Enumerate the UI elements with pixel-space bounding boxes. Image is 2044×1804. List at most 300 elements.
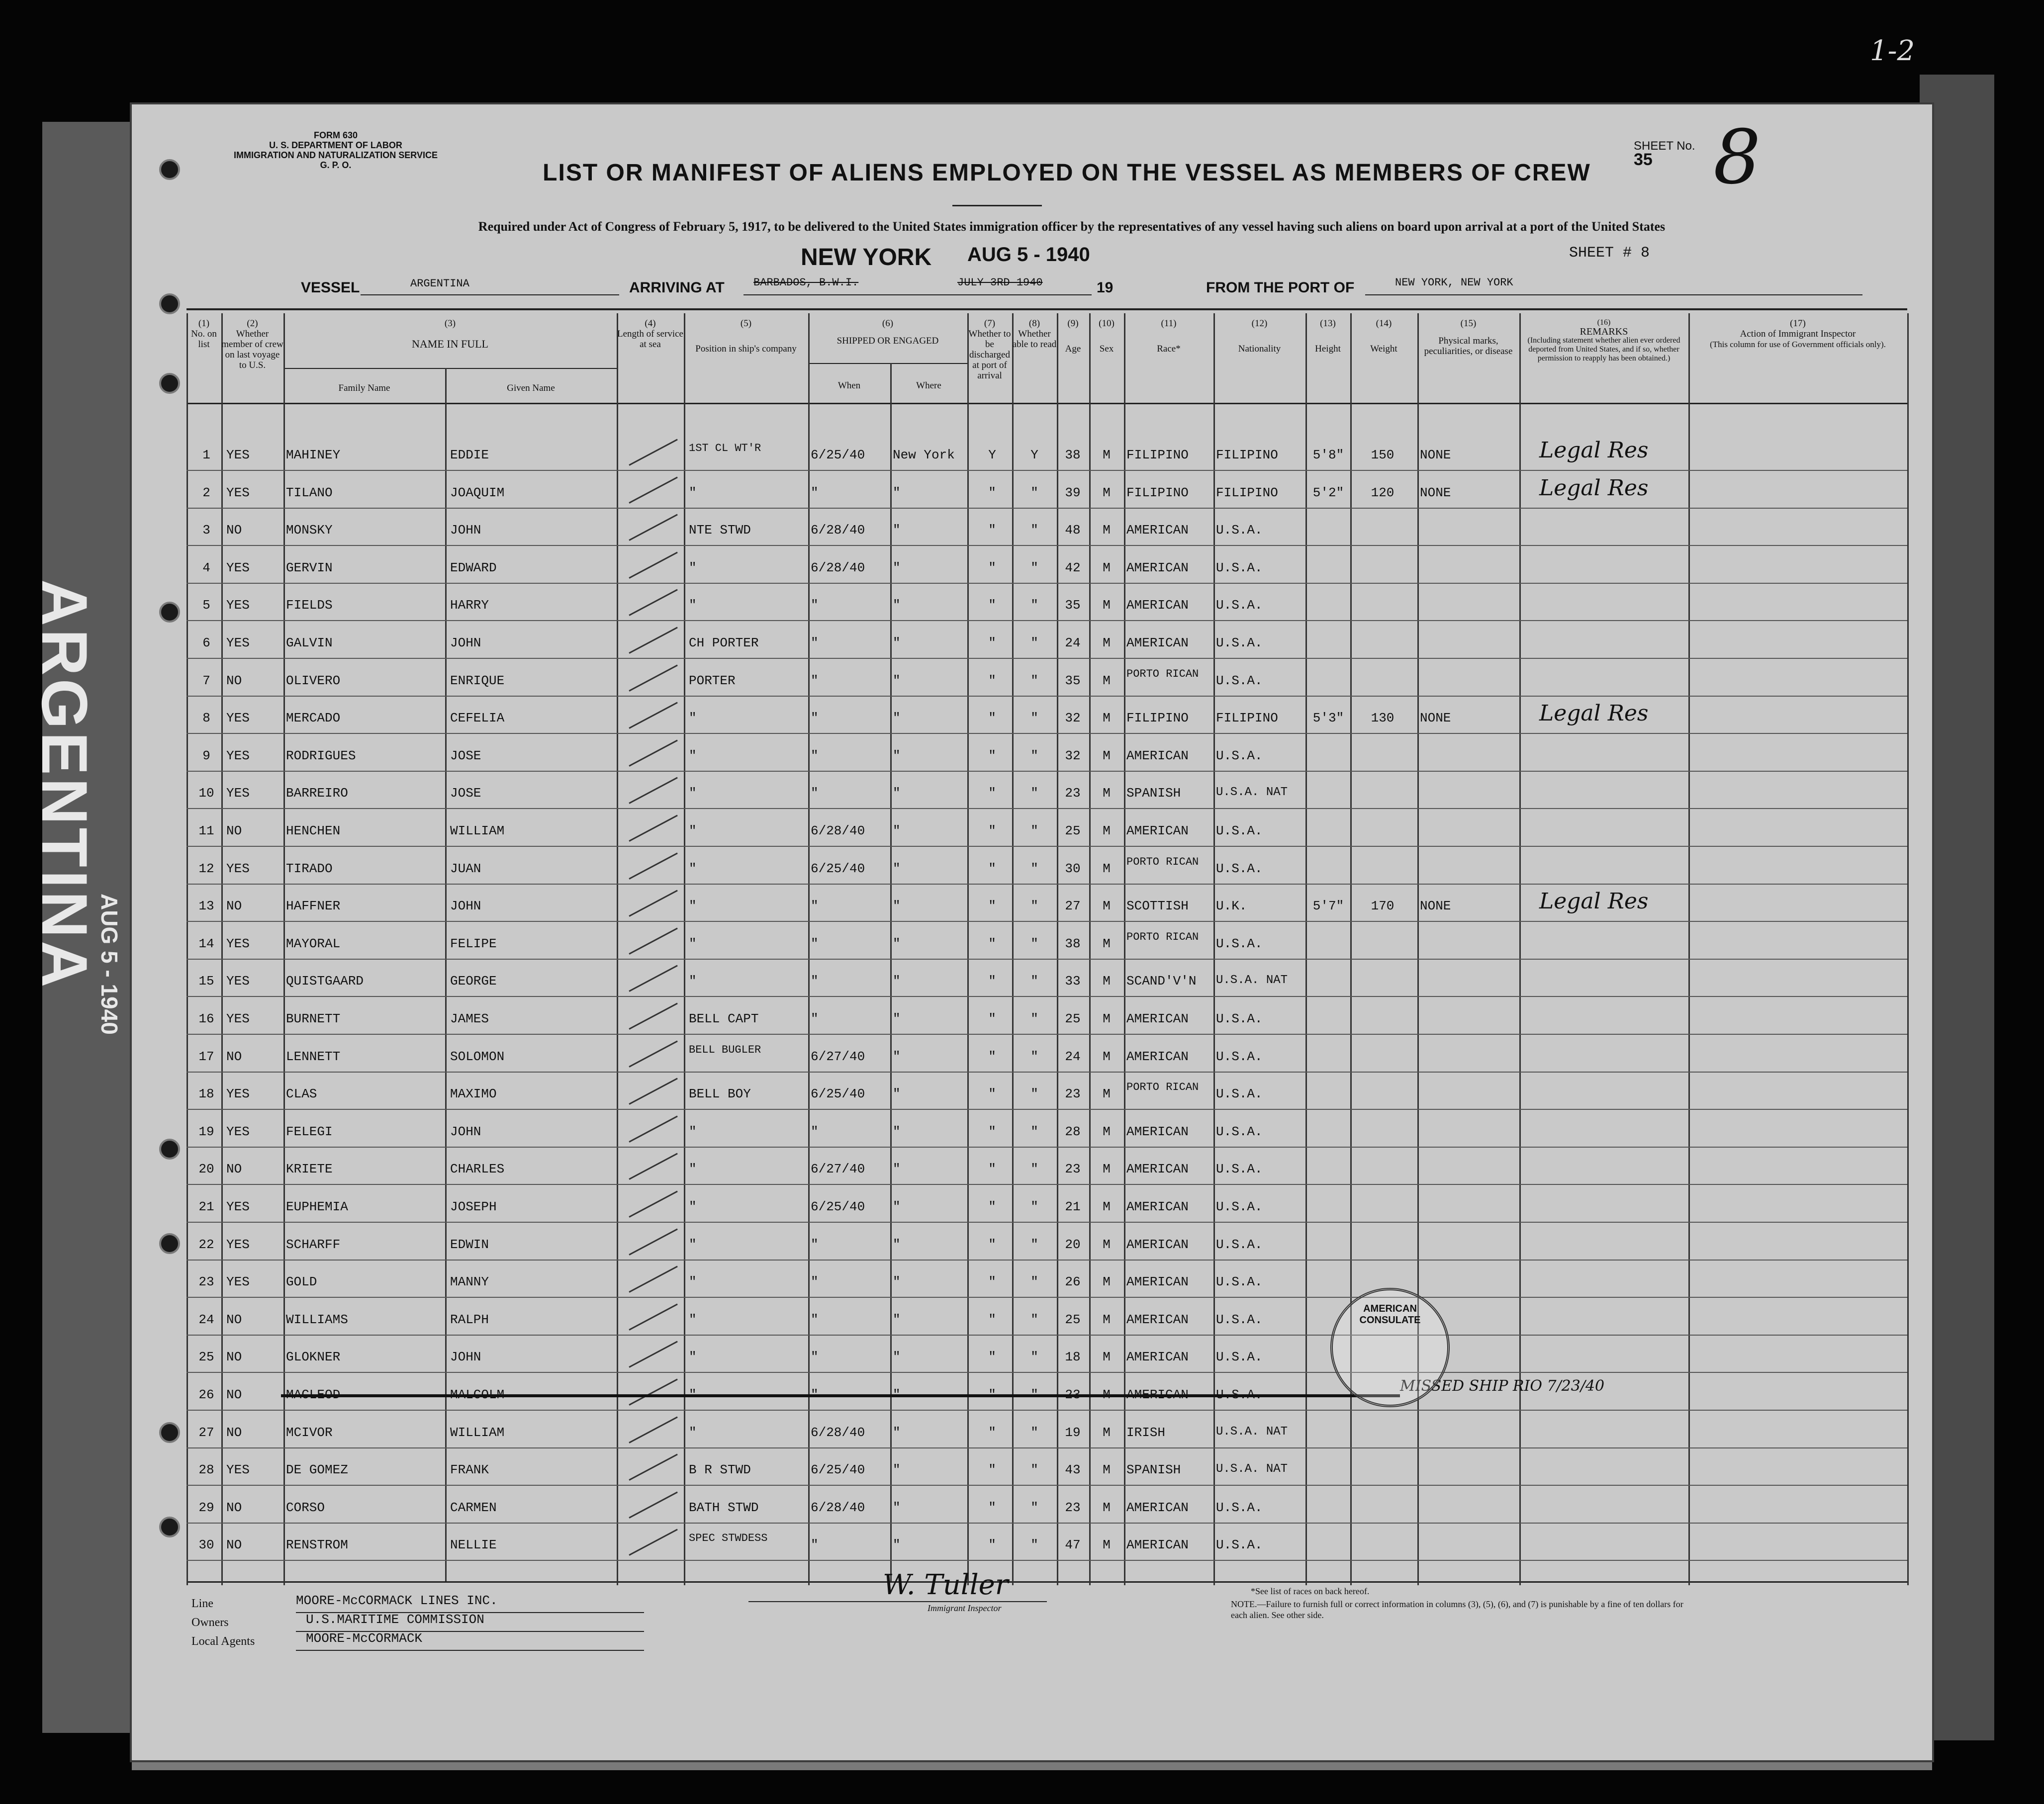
able-to-read: " (1030, 1199, 1038, 1214)
position: BATH STWD (689, 1500, 759, 1515)
able-to-read: " (1030, 598, 1038, 613)
row-number: 14 (198, 936, 214, 951)
able-to-read: " (1030, 635, 1038, 650)
row-rule (186, 959, 1907, 960)
col-header-given-name: Given Name (507, 383, 555, 393)
row-rule (186, 620, 1907, 621)
service-checkmark (629, 1078, 678, 1105)
given-name: ENRIQUE (450, 673, 505, 688)
row-rule (186, 1410, 1907, 1411)
service-checkmark (629, 1416, 678, 1443)
discharge: " (988, 523, 996, 538)
row-rule (186, 1034, 1907, 1035)
family-name: TIRADO (286, 861, 333, 876)
shipped-when: " (811, 1124, 819, 1139)
age: 23 (1065, 1162, 1081, 1177)
service-checkmark (629, 439, 678, 466)
crew-last-voyage: YES (226, 748, 250, 763)
race: FILIPINO (1126, 711, 1189, 726)
shipped-when: " (811, 1274, 819, 1290)
given-name: WILLIAM (450, 823, 505, 838)
discharge: " (988, 1350, 996, 1365)
arriving-rule (743, 294, 1092, 295)
consulate-seal (1330, 1288, 1450, 1407)
col-header-read: (8) Whether able to read (1012, 318, 1057, 350)
nationality: FILIPINO (1216, 711, 1278, 726)
row-rule (186, 470, 1907, 471)
service-checkmark (629, 777, 678, 804)
family-name: TILANO (286, 485, 333, 500)
col-header-name: (3) NAME IN FULL (412, 318, 488, 350)
from-port: NEW YORK, NEW YORK (1395, 276, 1513, 289)
service-checkmark (629, 815, 678, 842)
discharge: " (988, 485, 996, 500)
able-to-read: " (1030, 899, 1038, 914)
age: 48 (1065, 523, 1081, 538)
footer-owners-value: U.S.MARITIME COMMISSION (306, 1612, 484, 1627)
able-to-read: " (1030, 1425, 1038, 1440)
nationality: U.S.A. (1216, 823, 1263, 838)
col-header-position: (5) Position in ship's company (695, 318, 797, 354)
row-number: 21 (198, 1199, 214, 1214)
shipped-where: " (893, 1500, 901, 1515)
crew-last-voyage: YES (226, 1237, 250, 1252)
remarks: Legal Res (1539, 438, 1649, 463)
age: 23 (1065, 1500, 1081, 1515)
footer-agents-value: MOORE-McCORMACK (306, 1631, 423, 1646)
service-checkmark (629, 1491, 678, 1518)
punch-hole (159, 1233, 180, 1254)
able-to-read: " (1030, 1462, 1038, 1478)
crew-last-voyage: NO (226, 1162, 242, 1177)
row-rule (186, 996, 1907, 997)
position: " (689, 1124, 697, 1139)
from-label: FROM THE PORT OF (1206, 279, 1355, 296)
position: " (689, 1425, 697, 1440)
discharge: " (988, 936, 996, 951)
given-name: CEFELIA (450, 711, 505, 726)
family-name: FIELDS (286, 598, 333, 613)
row-number: 11 (198, 823, 214, 838)
age: 28 (1065, 1124, 1081, 1139)
shipped-where: " (893, 1237, 901, 1252)
row-number: 30 (198, 1537, 214, 1553)
family-name: RODRIGUES (286, 748, 356, 763)
row-number: 26 (198, 1387, 214, 1402)
race: AMERICAN (1126, 1500, 1189, 1515)
nationality: U.S.A. (1216, 1049, 1263, 1064)
able-to-read: " (1030, 673, 1038, 688)
race: AMERICAN (1126, 1162, 1189, 1177)
vessel-value: ARGENTINA (410, 277, 469, 290)
nationality: U.S.A. (1216, 1350, 1263, 1365)
race: PORTO RICAN (1126, 930, 1199, 943)
crew-last-voyage: NO (226, 899, 242, 914)
service-checkmark (629, 476, 678, 503)
service-checkmark (629, 890, 678, 917)
position: " (689, 485, 697, 500)
row-rule (186, 1072, 1907, 1073)
given-name: JOHN (450, 1124, 481, 1139)
shipped-when: " (811, 1350, 819, 1365)
crew-last-voyage: YES (226, 711, 250, 726)
row-rule (186, 921, 1907, 922)
age: 25 (1065, 1312, 1081, 1327)
row-number: 22 (198, 1237, 214, 1252)
position: " (689, 1312, 697, 1327)
family-name: CLAS (286, 1086, 317, 1102)
shipped-where: " (893, 823, 901, 838)
shipped-where: " (893, 673, 901, 688)
sex: M (1103, 1011, 1111, 1026)
age: 33 (1065, 974, 1081, 989)
row-number: 4 (202, 560, 210, 575)
crew-last-voyage: YES (226, 485, 250, 500)
nationality: U.S.A. (1216, 1237, 1263, 1252)
punch-hole (159, 293, 180, 314)
age: 43 (1065, 1462, 1081, 1478)
discharge: " (988, 861, 996, 876)
age: 26 (1065, 1274, 1081, 1290)
crew-last-voyage: NO (226, 1387, 242, 1402)
crew-last-voyage: NO (226, 1312, 242, 1327)
nationality: U.S.A. (1216, 523, 1263, 538)
given-name: JOHN (450, 523, 481, 538)
row-number: 7 (202, 673, 210, 688)
shipped-when: " (811, 711, 819, 726)
discharge: " (988, 899, 996, 914)
position: " (689, 598, 697, 613)
column-rule (445, 368, 447, 1581)
port-stamp: NEW YORK (801, 244, 932, 271)
punch-hole (159, 1517, 180, 1537)
nationality: U.S.A. (1216, 598, 1263, 613)
nationality: U.S.A. NAT (1216, 1462, 1288, 1476)
sex: M (1103, 711, 1111, 726)
table-bottom-rule (186, 1581, 1907, 1583)
row-number: 25 (198, 1350, 214, 1365)
weight: 130 (1371, 711, 1394, 726)
family-name: BARREIRO (286, 786, 348, 801)
sex: M (1103, 1274, 1111, 1290)
race: AMERICAN (1126, 1237, 1189, 1252)
able-to-read: " (1030, 1312, 1038, 1327)
nationality: U.S.A. (1216, 635, 1263, 650)
row-number: 8 (202, 711, 210, 726)
nationality: U.S.A. NAT (1216, 1425, 1288, 1439)
shipped-where: " (893, 1199, 901, 1214)
sex: M (1103, 899, 1111, 914)
sex: M (1103, 1312, 1111, 1327)
row-rule (186, 508, 1907, 509)
shipped-where: " (893, 485, 901, 500)
family-name: GLOKNER (286, 1350, 341, 1365)
service-checkmark (629, 1040, 678, 1067)
age: 23 (1065, 786, 1081, 801)
given-name: RALPH (450, 1312, 489, 1327)
nationality: U.S.A. (1216, 1274, 1263, 1290)
crew-last-voyage: NO (226, 673, 242, 688)
race: IRISH (1126, 1425, 1166, 1440)
shipped-where: " (893, 1312, 901, 1327)
crew-last-voyage: YES (226, 936, 250, 951)
sex: M (1103, 1162, 1111, 1177)
nationality: U.S.A. (1216, 936, 1263, 951)
service-checkmark (629, 1115, 678, 1142)
shipped-where: " (893, 1011, 901, 1026)
footer-agents-label: Local Agents (191, 1635, 255, 1648)
discharge: " (988, 1312, 996, 1327)
crew-last-voyage: NO (226, 1350, 242, 1365)
crew-last-voyage: YES (226, 1011, 250, 1026)
sex: M (1103, 1237, 1111, 1252)
shipped-where: " (893, 1162, 901, 1177)
race: SPANISH (1126, 786, 1181, 801)
shipped-when: " (811, 786, 819, 801)
shipped-when: 6/27/40 (811, 1162, 865, 1177)
physical-marks: NONE (1420, 485, 1451, 500)
column-rule (1688, 313, 1690, 1585)
shipped-when: 6/25/40 (811, 448, 865, 462)
discharge: " (988, 1049, 996, 1064)
shipped-where: " (893, 974, 901, 989)
service-checkmark (629, 589, 678, 616)
given-name: EDWARD (450, 560, 497, 575)
race: AMERICAN (1126, 1049, 1189, 1064)
shipped-when: 6/25/40 (811, 861, 865, 876)
able-to-read: " (1030, 823, 1038, 838)
service-checkmark (629, 927, 678, 954)
age: 24 (1065, 1049, 1081, 1064)
nationality: U.S.A. NAT (1216, 786, 1288, 800)
position: " (689, 1162, 697, 1177)
family-name: DE GOMEZ (286, 1462, 348, 1478)
col-header-discharge: (7) Whether to be discharged at port of arrival (968, 318, 1011, 381)
shipped-where: " (893, 711, 901, 726)
weight: 150 (1371, 448, 1394, 462)
position: BELL CAPT (689, 1011, 759, 1026)
remarks: MISSED SHIP RIO 7/23/40 (1400, 1377, 1605, 1395)
row-rule (186, 1147, 1907, 1148)
race: PORTO RICAN (1126, 1081, 1199, 1094)
crew-last-voyage: NO (226, 523, 242, 538)
strike-through-line (281, 1394, 1400, 1397)
height: 5'8" (1312, 448, 1344, 462)
nationality: U.S.A. (1216, 560, 1263, 575)
sex: M (1103, 861, 1111, 876)
shipped-when: 6/25/40 (811, 1462, 865, 1478)
row-rule (186, 1297, 1907, 1298)
sex: M (1103, 598, 1111, 613)
crew-last-voyage: YES (226, 1086, 250, 1102)
service-checkmark (629, 551, 678, 578)
nationality: U.S.A. (1216, 748, 1263, 763)
able-to-read: " (1030, 786, 1038, 801)
sex: M (1103, 560, 1111, 575)
discharge: " (988, 673, 996, 688)
punch-hole (159, 159, 180, 180)
form-info: FORM 630 U. S. DEPARTMENT OF LABOR IMMIGRATION AND NATURALIZATION SERVICE G. P. O. (234, 130, 438, 170)
row-rule (186, 884, 1907, 885)
sex: M (1103, 936, 1111, 951)
shipped-when: " (811, 899, 819, 914)
shipped-where: " (893, 1049, 901, 1064)
race: FILIPINO (1126, 448, 1189, 462)
row-number: 13 (198, 899, 214, 914)
crew-last-voyage: YES (226, 861, 250, 876)
position: " (689, 936, 697, 951)
shipped-when: " (811, 1011, 819, 1026)
sex: M (1103, 1537, 1111, 1553)
family-name: MERCADO (286, 711, 341, 726)
sex: M (1103, 1086, 1111, 1102)
nationality: U.S.A. (1216, 1086, 1263, 1102)
col-header-remarks: (16) REMARKS (Including statement whether alien ever ordered deported from United States, and if so, whether permission to reapply has been obtained.) (1527, 318, 1680, 362)
shipped-when: 6/28/40 (811, 823, 865, 838)
position: " (689, 974, 697, 989)
punch-hole (159, 373, 180, 394)
service-checkmark (629, 1454, 678, 1481)
date-stamp: AUG 5 - 1940 (967, 244, 1090, 266)
given-name: JOHN (450, 899, 481, 914)
race: FILIPINO (1126, 485, 1189, 500)
row-number: 10 (198, 786, 214, 801)
race: PORTO RICAN (1126, 855, 1199, 868)
row-rule (186, 771, 1907, 772)
position: BELL BUGLER (689, 1043, 761, 1056)
shipped-where: " (893, 1462, 901, 1478)
row-rule (186, 1184, 1907, 1185)
nationality: U.S.A. (1216, 1199, 1263, 1214)
discharge: " (988, 1500, 996, 1515)
row-rule (186, 583, 1907, 584)
from-rule (1365, 294, 1862, 295)
service-checkmark (629, 1303, 678, 1330)
age: 32 (1065, 711, 1081, 726)
row-rule (186, 1447, 1907, 1448)
discharge: " (988, 1274, 996, 1290)
weight: 170 (1371, 899, 1394, 914)
height: 5'2" (1312, 485, 1344, 500)
family-name: EUPHEMIA (286, 1199, 348, 1214)
age: 35 (1065, 598, 1081, 613)
race: AMERICAN (1126, 1537, 1189, 1553)
service-checkmark (629, 852, 678, 879)
able-to-read: " (1030, 1350, 1038, 1365)
position: CH PORTER (689, 635, 759, 650)
given-name: WILLIAM (450, 1425, 505, 1440)
given-name: EDWIN (450, 1237, 489, 1252)
height: 5'3" (1312, 711, 1344, 726)
crew-last-voyage: YES (226, 448, 250, 462)
row-rule (186, 1372, 1907, 1373)
crew-last-voyage: YES (226, 1199, 250, 1214)
discharge: " (988, 1237, 996, 1252)
row-number: 28 (198, 1462, 214, 1478)
crew-last-voyage: YES (226, 1124, 250, 1139)
table-top-rule (186, 308, 1907, 310)
col-header-marks: (15) Physical marks, peculiarities, or disease (1424, 318, 1513, 357)
column-rule (186, 313, 188, 1585)
race: AMERICAN (1126, 1350, 1189, 1365)
able-to-read: " (1030, 1086, 1038, 1102)
shipped-when: " (811, 974, 819, 989)
row-rule (186, 733, 1907, 734)
service-checkmark (629, 1003, 678, 1030)
position: " (689, 560, 697, 575)
position: B R STWD (689, 1462, 751, 1478)
nationality: U.S.A. (1216, 1011, 1263, 1026)
able-to-read: " (1030, 1011, 1038, 1026)
discharge: " (988, 1462, 996, 1478)
col-header-number: (1) No. on list (191, 318, 217, 350)
able-to-read: " (1030, 1162, 1038, 1177)
shipped-where: New York (893, 448, 955, 462)
sex: M (1103, 673, 1111, 688)
punch-hole (159, 602, 180, 623)
given-name: JOSEPH (450, 1199, 497, 1214)
shipped-when: " (811, 748, 819, 763)
given-name: MANNY (450, 1274, 489, 1290)
col-header-age: (9) Age (1065, 318, 1081, 354)
family-name: KRIETE (286, 1162, 333, 1177)
arrival-date: JULY 3RD 1940 (957, 276, 1043, 289)
arriving-value: BARBADOS, B.W.I. (753, 276, 859, 289)
able-to-read: " (1030, 1124, 1038, 1139)
able-to-read: Y (1030, 448, 1038, 462)
side-date-stamp: AUG 5 - 1940 (96, 894, 122, 1035)
discharge: " (988, 974, 996, 989)
sex: M (1103, 1500, 1111, 1515)
nationality: U.S.A. (1216, 861, 1263, 876)
shipped-when: 6/25/40 (811, 1086, 865, 1102)
height: 5'7" (1312, 899, 1344, 914)
able-to-read: " (1030, 523, 1038, 538)
shipped-where: " (893, 1274, 901, 1290)
age: 39 (1065, 485, 1081, 500)
manifest-sheet (132, 104, 1932, 1760)
col-header-height: (13) Height (1315, 318, 1341, 354)
sex: M (1103, 1199, 1111, 1214)
vessel-rule (361, 294, 619, 295)
shipped-where: " (893, 1537, 901, 1553)
sex: M (1103, 748, 1111, 763)
discharge: " (988, 1086, 996, 1102)
crew-last-voyage: YES (226, 560, 250, 575)
age: 23 (1065, 1086, 1081, 1102)
race: AMERICAN (1126, 748, 1189, 763)
footer-owners-label: Owners (191, 1616, 229, 1629)
page-title: LIST OR MANIFEST OF ALIENS EMPLOYED ON THE VESSEL AS MEMBERS OF CREW (543, 160, 1591, 186)
given-name: HARRY (450, 598, 489, 613)
shipped-where: " (893, 1124, 901, 1139)
row-number: 1 (202, 448, 210, 462)
age: 18 (1065, 1350, 1081, 1365)
punch-hole (159, 1422, 180, 1443)
given-name: FRANK (450, 1462, 489, 1478)
shipped-when: " (811, 936, 819, 951)
row-number: 17 (198, 1049, 214, 1064)
able-to-read: " (1030, 1274, 1038, 1290)
race: AMERICAN (1126, 523, 1189, 538)
race: AMERICAN (1126, 560, 1189, 575)
able-to-read: " (1030, 1500, 1038, 1515)
sex: M (1103, 1350, 1111, 1365)
subheader-rule-shipped (808, 363, 967, 364)
remarks: Legal Res (1539, 475, 1649, 501)
discharge: " (988, 1537, 996, 1553)
crew-last-voyage: YES (226, 1462, 250, 1478)
